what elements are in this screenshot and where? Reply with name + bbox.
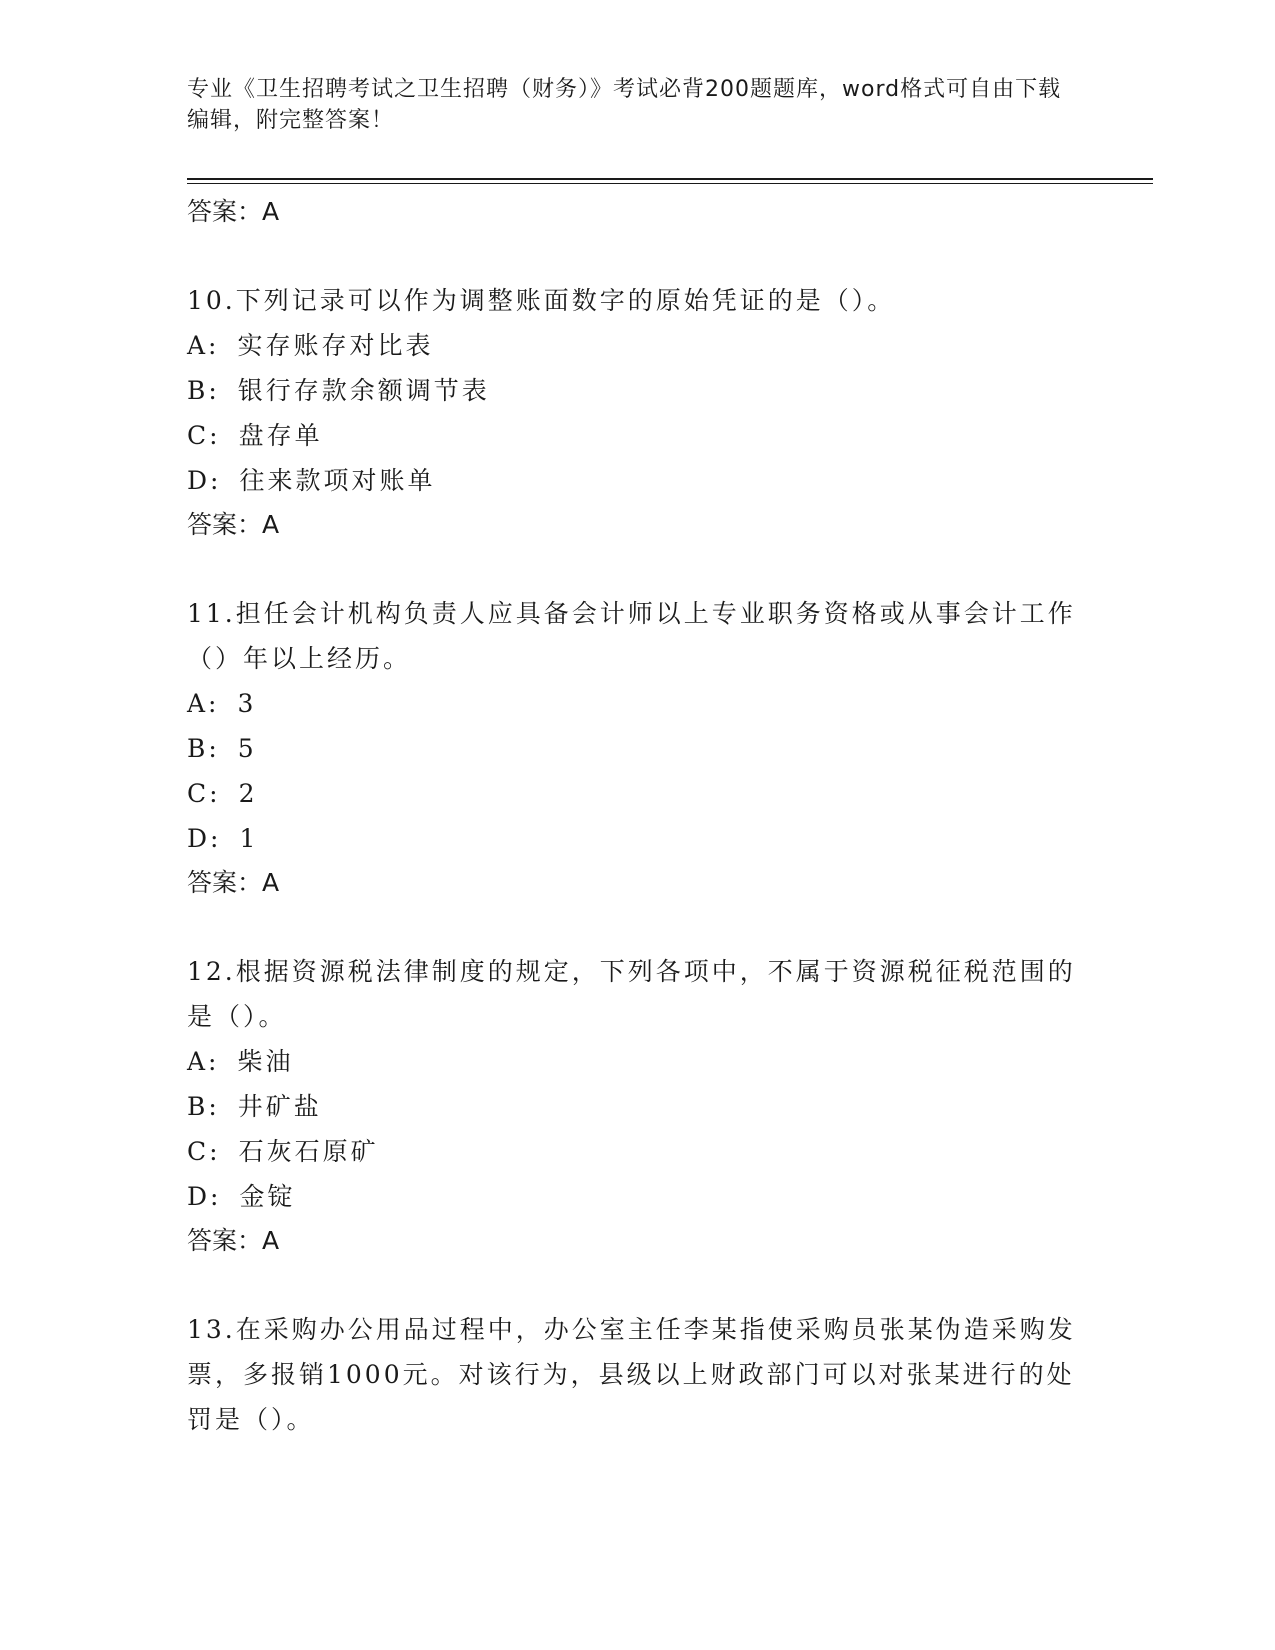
option-row bbox=[187, 323, 1077, 368]
option-text: 金锭 bbox=[239, 1182, 296, 1211]
option-text: 井矿盐 bbox=[237, 1092, 322, 1121]
option-label: D: bbox=[187, 1182, 222, 1211]
option-text: 盘存单 bbox=[238, 421, 323, 450]
question-list bbox=[187, 190, 1077, 1442]
option-text: 5 bbox=[237, 734, 257, 763]
answer-line: 答案：A bbox=[187, 1226, 280, 1255]
option-label: B: bbox=[187, 734, 220, 763]
option-row bbox=[187, 413, 1077, 458]
header-rule-thin bbox=[187, 183, 1153, 184]
question-text: 12.根据资源税法律制度的规定，下列各项中，不属于资源税征税范围的是（）。 bbox=[187, 957, 1076, 1031]
option-text: 1 bbox=[239, 824, 259, 853]
question-block bbox=[187, 591, 1077, 900]
question-block bbox=[187, 949, 1077, 1258]
option-row bbox=[187, 1174, 1077, 1219]
option-label: D: bbox=[187, 824, 222, 853]
option-text: 银行存款余额调节表 bbox=[237, 376, 490, 405]
option-row bbox=[187, 771, 1077, 816]
answer-line: 答案：A bbox=[187, 868, 280, 897]
option-label: B: bbox=[187, 376, 220, 405]
header-rule-thick bbox=[187, 178, 1153, 180]
option-label: C: bbox=[187, 421, 221, 450]
document-header: 专业《卫生招聘考试之卫生招聘（财务）》考试必背200题题库，word格式可自由下载编辑，附完整答案！ bbox=[187, 77, 1062, 133]
option-label: A: bbox=[187, 689, 220, 718]
option-row bbox=[187, 1084, 1077, 1129]
option-label: D: bbox=[187, 466, 222, 495]
option-label: B: bbox=[187, 1092, 220, 1121]
option-text: 柴油 bbox=[237, 1047, 294, 1076]
option-row bbox=[187, 816, 1077, 861]
question-block bbox=[187, 1307, 1077, 1442]
question-text: 10.下列记录可以作为调整账面数字的原始凭证的是（）。 bbox=[187, 286, 896, 315]
option-text: 往来款项对账单 bbox=[239, 466, 436, 495]
option-label: A: bbox=[187, 1047, 220, 1076]
answer-line: 答案：A bbox=[187, 510, 280, 539]
option-row bbox=[187, 681, 1077, 726]
option-row bbox=[187, 368, 1077, 413]
option-text: 石灰石原矿 bbox=[238, 1137, 379, 1166]
option-row bbox=[187, 458, 1077, 503]
option-text: 实存账存对比表 bbox=[237, 331, 434, 360]
option-label: A: bbox=[187, 331, 220, 360]
questions-container bbox=[187, 278, 1077, 1442]
option-row bbox=[187, 1129, 1077, 1174]
answer-line: 答案：A bbox=[187, 197, 280, 226]
option-text: 3 bbox=[237, 689, 257, 718]
option-label: C: bbox=[187, 1137, 221, 1166]
option-label: C: bbox=[187, 779, 221, 808]
question-text: 13.在采购办公用品过程中，办公室主任李某指使采购员张某伪造采购发票，多报销1000元。对该行为，县级以上财政部门可以对张某进行的处罚是（）。 bbox=[187, 1315, 1076, 1434]
option-row bbox=[187, 726, 1077, 771]
option-row bbox=[187, 1039, 1077, 1084]
question-text: 11.担任会计机构负责人应具备会计师以上专业职务资格或从事会计工作（）年以上经历。 bbox=[187, 599, 1076, 673]
question-block bbox=[187, 278, 1077, 542]
option-text: 2 bbox=[238, 779, 258, 808]
